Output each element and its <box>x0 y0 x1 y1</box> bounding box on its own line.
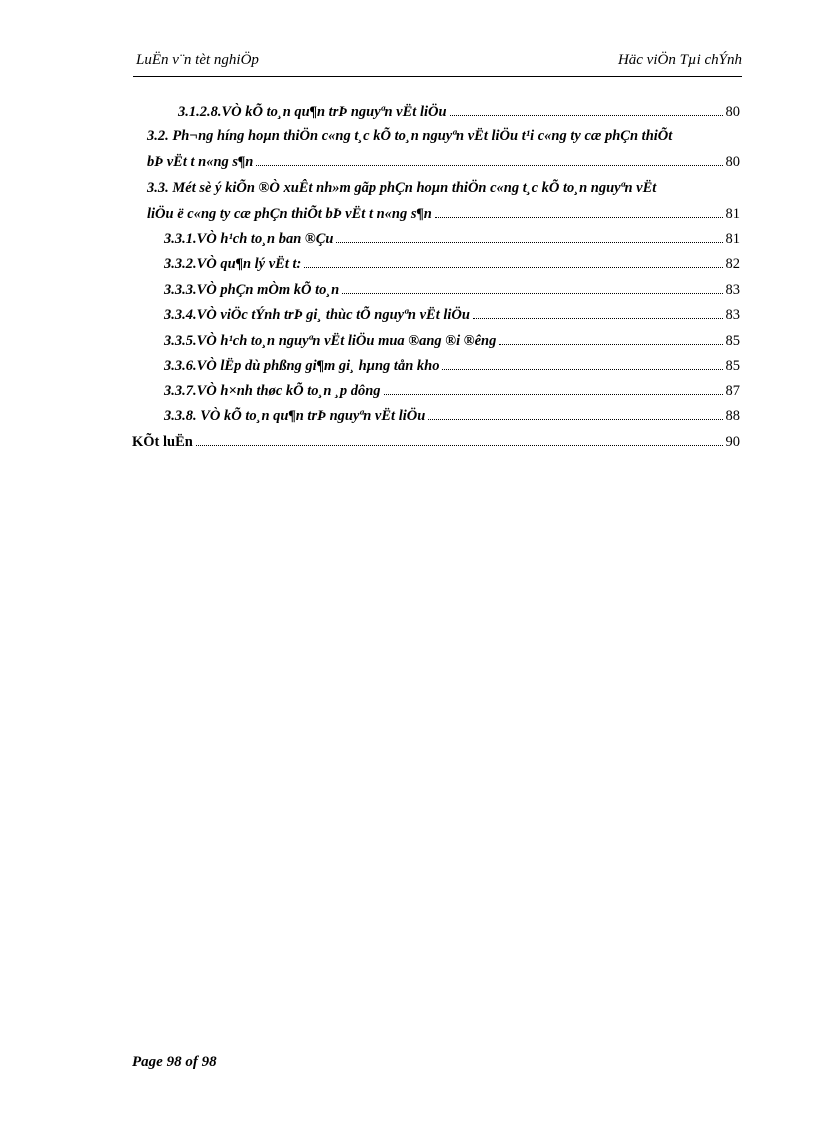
toc-entry-title: 3.3.5.VÒ h¹ch to¸n nguyªn vËt liÖu mua ®ang ®i ®êng <box>164 333 497 349</box>
toc-entry-title: 3.3.2.VÒ qu¶n lý vËt t: <box>164 256 302 272</box>
header-left-text: LuËn v¨n tèt nghiÖp <box>136 52 259 68</box>
toc-entry-page: 85 <box>725 333 740 349</box>
toc-entry[interactable] <box>178 102 740 122</box>
page-header <box>136 52 742 74</box>
toc-entry-page: 83 <box>725 307 740 323</box>
toc-entry-page: 90 <box>725 434 740 450</box>
toc-entry-title: KÕt luËn <box>132 434 193 450</box>
toc-entry-title: 3.1.2.8.VÒ kÕ to¸n qu¶n trÞ nguyªn vËt liÖu <box>178 104 447 120</box>
toc-entry-line1[interactable]: 3.3. Mét sè ý kiÕn ®Ò xuÊt nh»m gãp phÇn hoµn thiÖn c«ng t¸c kÕ to¸n nguyªn vËt <box>147 180 657 196</box>
toc-entry-title: 3.3.7.VÒ h×nh thøc kÕ to¸n ¸p dông <box>164 383 381 399</box>
header-divider <box>133 76 742 77</box>
toc-entry[interactable] <box>147 204 740 224</box>
toc-leader <box>435 205 723 218</box>
toc-entry-page: 88 <box>725 408 740 424</box>
toc-entry[interactable] <box>164 406 740 426</box>
toc-entry-title: 3.3.4.VÒ viÖc tÝnh trÞ gi¸ thùc tÕ nguyªn vËt liÖu <box>164 307 470 323</box>
toc-leader <box>336 230 722 243</box>
toc-leader <box>384 382 723 395</box>
toc-leader <box>428 407 722 420</box>
page-number-footer: Page 98 of 98 <box>132 1054 217 1070</box>
toc-entry-title: 3.3.8. VÒ kÕ to¸n qu¶n trÞ nguyªn vËt liÖu <box>164 408 426 424</box>
toc-leader <box>256 153 722 166</box>
toc-entry-page: 83 <box>725 282 740 298</box>
toc-entry-page: 80 <box>725 154 740 170</box>
toc-leader <box>342 281 722 294</box>
toc-leader <box>473 306 723 319</box>
toc-leader <box>499 332 722 345</box>
toc-entry[interactable] <box>164 356 740 376</box>
toc-entry-title: 3.3.1.VÒ h¹ch to¸n ban ®Çu <box>164 231 334 247</box>
toc-entry-page: 85 <box>725 358 740 374</box>
toc-leader <box>450 103 723 116</box>
toc-entry-title: 3.3.6.VÒ lËp dù phßng gi¶m gi¸ hµng tån kho <box>164 358 440 374</box>
toc-entry-title: liÖu ë c«ng ty cæ phÇn thiÕt bÞ vËt t n«ng s¶n <box>147 206 432 222</box>
toc-entry[interactable] <box>132 432 740 452</box>
toc-entry-page: 87 <box>725 383 740 399</box>
toc-entry-line1[interactable]: 3.2. Ph¬ng híng hoµn thiÖn c«ng t¸c kÕ to¸n nguyªn vËt liÖu t¹i c«ng ty cæ phÇn thiÕt <box>147 128 673 144</box>
toc-entry-title: bÞ vËt t n«ng s¶n <box>147 154 254 170</box>
toc-entry[interactable] <box>164 331 740 351</box>
toc-entry-page: 81 <box>725 231 740 247</box>
toc-leader <box>442 357 722 370</box>
toc-entry-page: 81 <box>725 206 740 222</box>
toc-entry[interactable] <box>164 254 740 274</box>
toc-entry-title: 3.3.3.VÒ phÇn mÒm kÕ to¸n <box>164 282 340 298</box>
toc-entry[interactable] <box>164 381 740 401</box>
header-right-text: Häc viÖn Tµi chÝnh <box>617 52 742 68</box>
toc-entry[interactable] <box>164 305 740 325</box>
toc-entry-page: 80 <box>725 104 740 120</box>
toc-entry[interactable] <box>164 280 740 300</box>
toc-leader <box>304 255 722 268</box>
toc-leader <box>196 433 723 446</box>
toc-entry-page: 82 <box>725 256 740 272</box>
toc-entry[interactable] <box>147 152 740 172</box>
toc-entry[interactable] <box>164 229 740 249</box>
